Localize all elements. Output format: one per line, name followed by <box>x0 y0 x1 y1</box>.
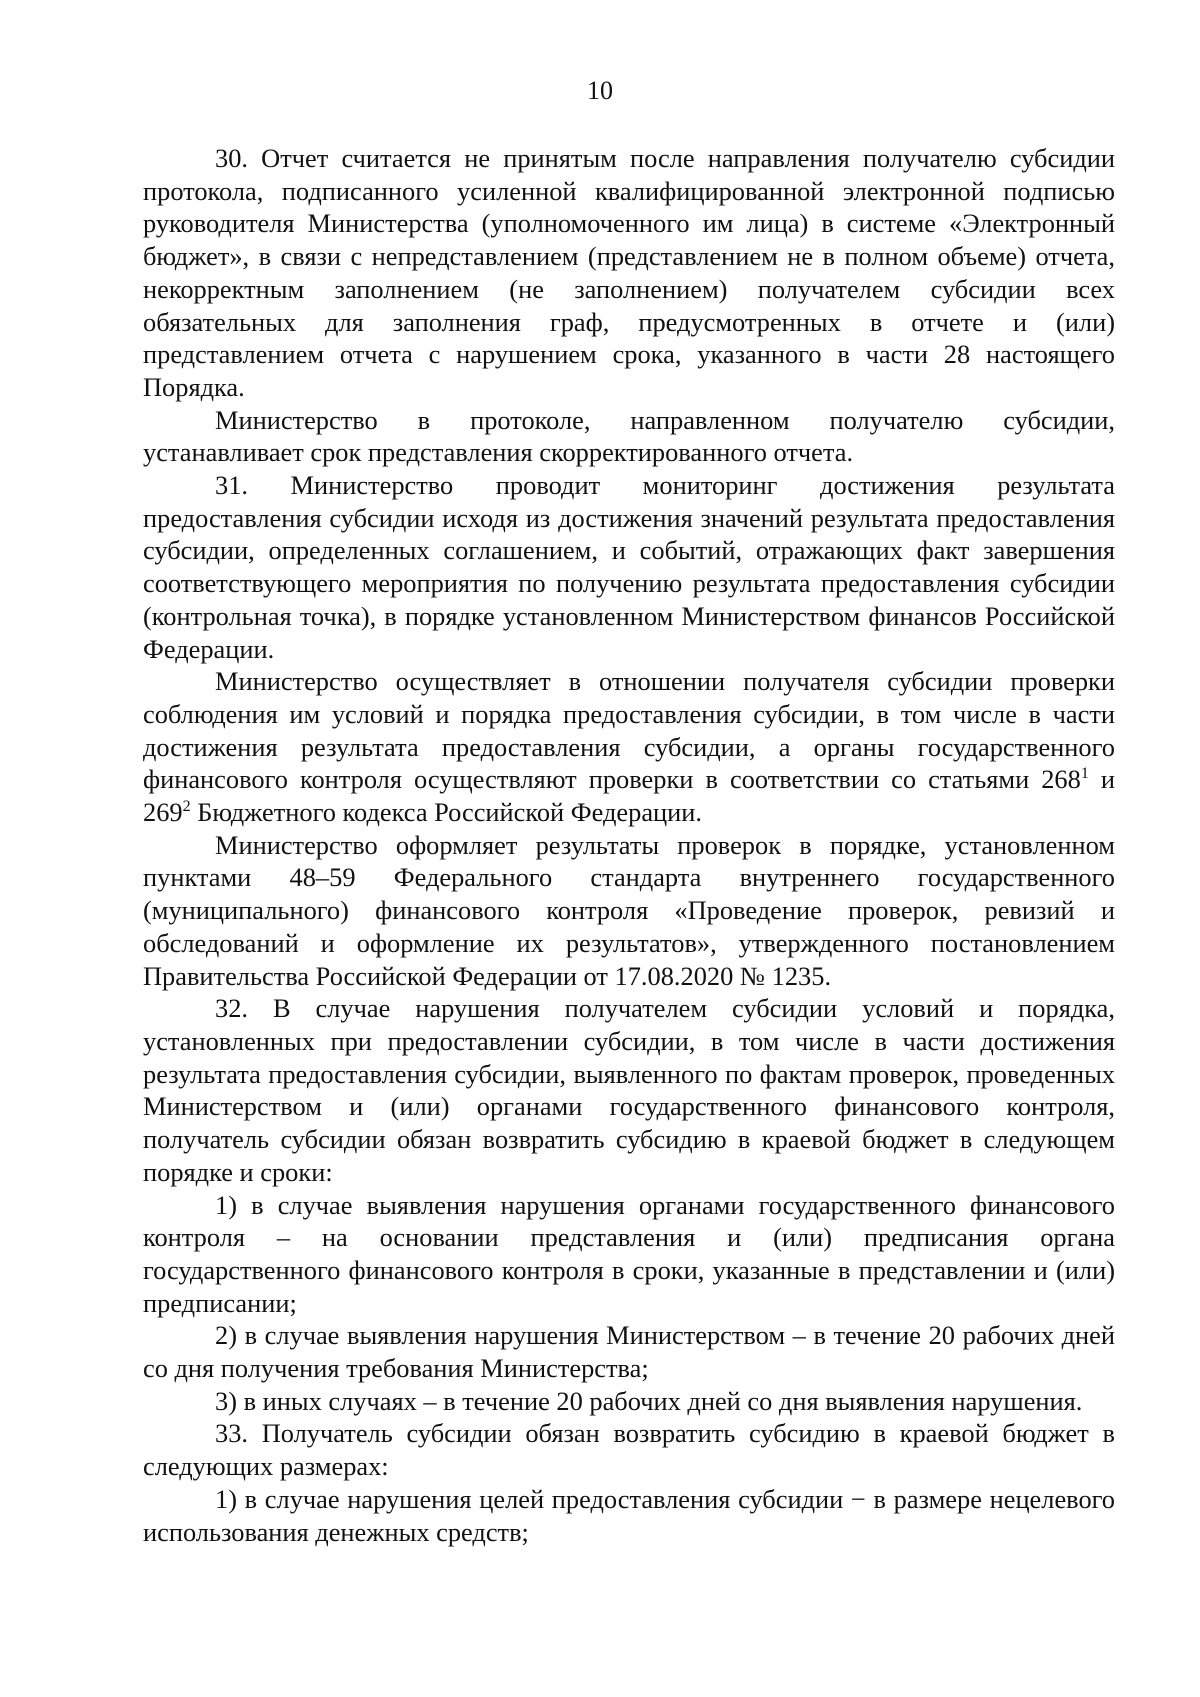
paragraph-33: 33. Получатель субсидии обязан возвратить субсидию в краевой бюджет в следующих размерах: <box>143 1418 1115 1482</box>
paragraph-31-results: Министерство оформляет результаты проверок в порядке, установленном пунктами 48–59 Федерального стандарта внутреннего государственного (муниципального) финансового контроля «Проведение проверок, ревизий и обследований и оформление их результатов», утвержденного постановлением Правительства Российской Федерации от 17.08.2020 № 1235. <box>143 829 1115 991</box>
footnote-superscript-1: 1 <box>1080 765 1089 783</box>
paragraph-32: 32. В случае нарушения получателем субсидии условий и порядка, установленных при предоставлении субсидии, в том числе в части достижения результата предоставления субсидии, выявленного по фактам проверок, проведенных Министерством и (или) органами государственного финансового контроля, получатель субсидии обязан возвратить субсидию в краевой бюджет в следующем порядке и сроки: <box>143 993 1115 1187</box>
paragraph-31-inspections <box>143 665 1115 829</box>
paragraph-31-inspections-text-after: Бюджетного кодекса Российской Федерации. <box>190 797 703 828</box>
footnote-superscript-2: 2 <box>182 798 191 816</box>
paragraph-30: 30. Отчет считается не принятым после направления получателю субсидии протокола, подписанного усиленной квалифицированной электронной подписью руководителя Министерства (уполномоченного им лица) в системе «Электронный бюджет», в связи с непредставлением (представлением не в полном объеме) отчета, некорректным заполнением (не заполнением) получателем субсидии всех обязательных для заполнения граф, предусмотренных в отчете и (или) представлением отчета с нарушением срока, указанного в части 28 настоящего Порядка. <box>143 143 1115 402</box>
page-number: 10 <box>587 76 613 105</box>
paragraph-33-item-1: 1) в случае нарушения целей предоставления субсидии − в размере нецелевого использования денежных средств; <box>143 1483 1115 1547</box>
paragraph-32-item-3: 3) в иных случаях – в течение 20 рабочих дней со дня выявления нарушения. <box>215 1385 1083 1416</box>
paragraph-32-item-2: 2) в случае выявления нарушения Министерством – в течение 20 рабочих дней со дня получения требования Министерства; <box>143 1320 1115 1384</box>
paragraph-31-inspections-text-before: Министерство осуществляет в отношении получателя субсидии проверки соблюдения им условий и порядка предоставления субсидии, в том числе в части достижения результата предоставления субсидии, а органы государственного финансового контроля осуществляют проверки в соответствии со статьями 268 <box>143 666 1115 795</box>
paragraph-31-inspections-text-middle: и 269 <box>143 764 1115 828</box>
paragraph-30-protocol: Министерство в протоколе, направленном получателю субсидии, устанавливает срок представления скорректированного отчета. <box>143 404 1115 468</box>
document-body <box>143 142 1115 1548</box>
paragraph-32-item-1: 1) в случае выявления нарушения органами государственного финансового контроля – на основании представления и (или) предписания органа государственного финансового контроля в сроки, указанные в представлении и (или) предписании; <box>143 1189 1115 1318</box>
paragraph-31: 31. Министерство проводит мониторинг достижения результата предоставления субсидии исходя из достижения значений результата предоставления субсидии, определенных соглашением, и событий, отражающих факт завершения соответствующего мероприятия по получению результата предоставления субсидии (контрольная точка), в порядке установленном Министерством финансов Российской Федерации. <box>143 470 1115 664</box>
